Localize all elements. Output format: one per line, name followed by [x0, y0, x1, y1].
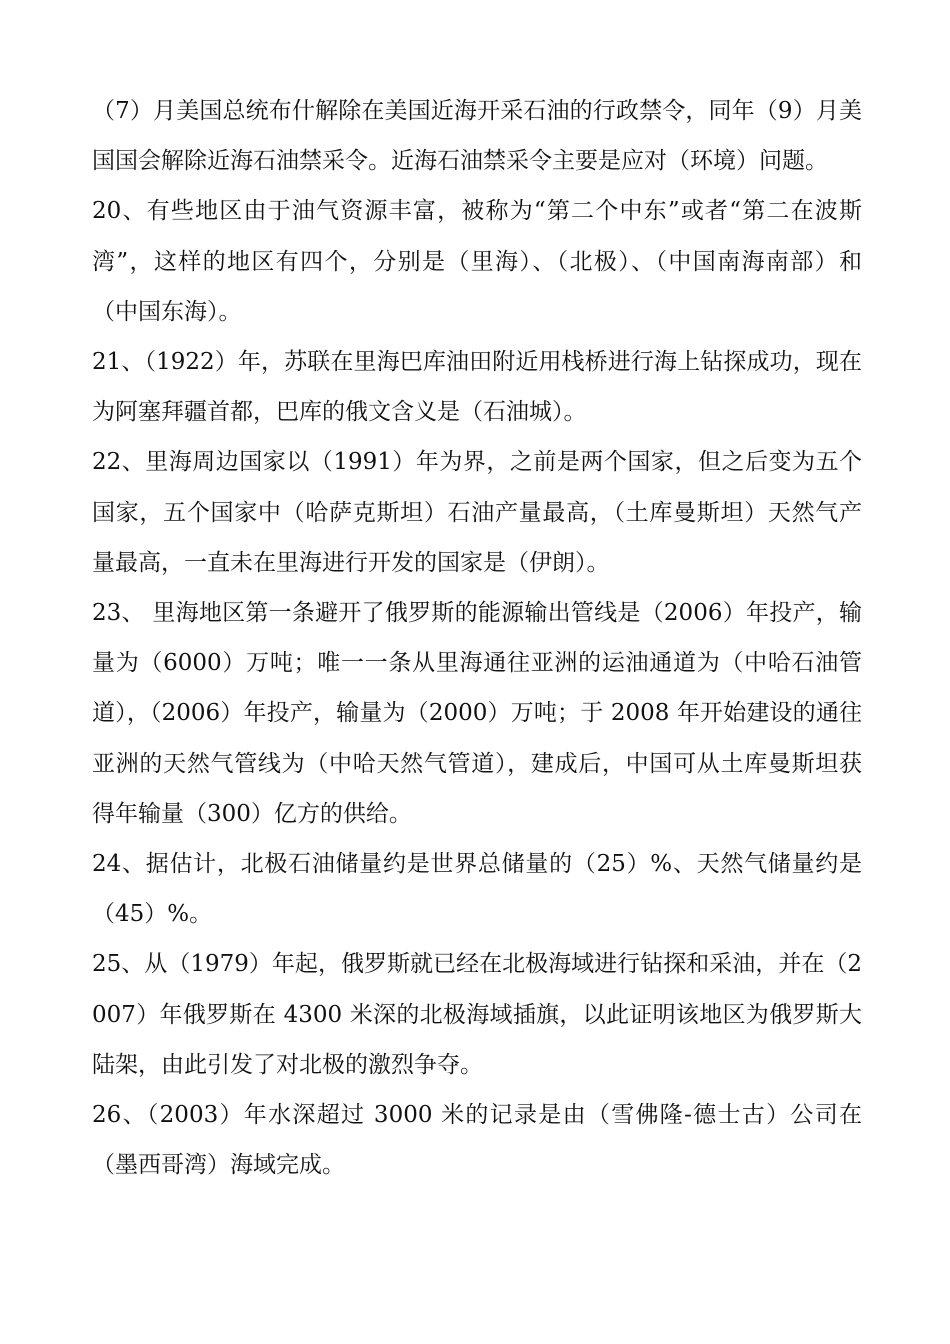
paragraph-item-24: 24、据估计，北极石油储量约是世界总储量的（25）%、天然气储量约是（45）%。: [92, 851, 862, 928]
paragraph-continuation: （7）月美国总统布什解除在美国近海开采石油的行政禁令，同年（9）月美国国会解除近海石油禁采令。近海石油禁采令主要是应对（环境）问题。: [92, 98, 862, 175]
paragraph-item-25: 25、从（1979）年起，俄罗斯就已经在北极海域进行钻探和采油，并在（2007）年俄罗斯在 4300 米深的北极海域插旗，以此证明该地区为俄罗斯大陆架，由此引发了对北极的激烈争夺。: [92, 951, 862, 1078]
paragraph-item-20: 20、有些地区由于油气资源丰富，被称为“第二个中东”或者“第二在波斯湾”，这样的地区有四个，分别是（里海）、（北极）、（中国南海南部）和（中国东海）。: [92, 198, 862, 325]
paragraph-item-21: 21、（1922）年，苏联在里海巴库油田附近用栈桥进行海上钻探成功，现在为阿塞拜疆首都，巴库的俄文含义是（石油城）。: [92, 349, 862, 426]
paragraph-item-23: 23、 里海地区第一条避开了俄罗斯的能源输出管线是（2006）年投产，输量为（6000）万吨；唯一一条从里海通往亚洲的运油通道为（中哈石油管道），（2006）年投产，输量为（2000）万吨；于 2008 年开始建设的通往亚洲的天然气管线为（中哈天然气管道），建成后，中国可从土库曼斯坦获得年输量（300）亿方的供给。: [92, 600, 862, 827]
paragraph-item-26: 26、（2003）年水深超过 3000 米的记录是由（雪佛隆-德士古）公司在（墨西哥湾）海域完成。: [92, 1102, 862, 1179]
paragraph-item-22: 22、里海周边国家以（1991）年为界，之前是两个国家，但之后变为五个国家，五个国家中（哈萨克斯坦）石油产量最高，（土库曼斯坦）天然气产量最高，一直未在里海进行开发的国家是（伊朗）。: [92, 449, 862, 576]
document-page: [92, 86, 862, 1190]
